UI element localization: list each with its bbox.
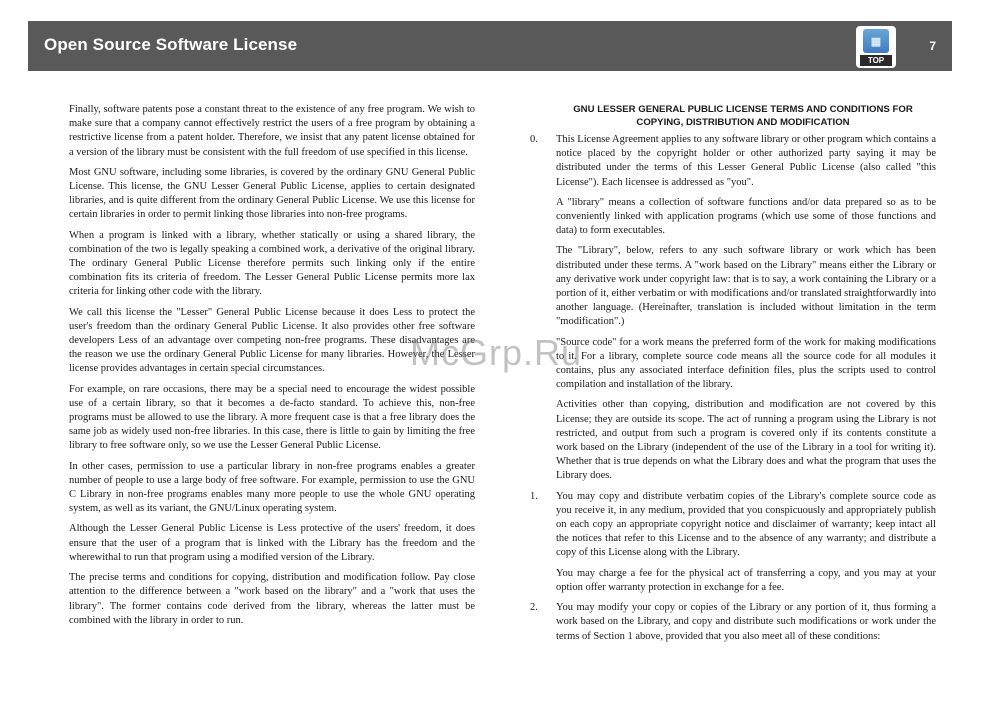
top-button-label: TOP [860, 55, 892, 66]
list-item [530, 601, 936, 644]
page-header [28, 21, 952, 71]
paragraph: Although the Lesser General Public License is Less protective of the users' freedom, it does ensure that the user of a program that is linked with the Library has the freedom and the wherewithal to run that program using a modified version of the Library. [69, 523, 475, 563]
paragraph: You may copy and distribute verbatim copies of the Library's complete source code as you receive it, in any medium, provided that you conspicuously and appropriately publish on each copy an appropriate copyright notice and disclaimer of warranty; keep intact all the notices that refer to this License and to the absence of any warranty; and distribute a copy of this License along with the Library. [556, 490, 936, 559]
paragraph: Activities other than copying, distribution and modification are not covered by this License; they are outside its scope. The act of running a program using the Library is not restricted, and output from such a program is covered only if its contents constitute a work based on the Library (independent of the use of the Library in a tool for writing it). Whether that is true depends on what the Library does and what the program that uses the Library does. [556, 399, 936, 482]
paragraph: For example, on rare occasions, there may be a special need to encourage the widest possible use of a certain library, so that it becomes a de-facto standard. To achieve this, non-free programs must be allowed to use the library. A more frequent case is that a free library does the same job as widely used non-free libraries. In this case, there is little to gain by limiting the free library to free software only, so we use the Lesser General Public License. [69, 383, 475, 452]
paragraph: This License Agreement applies to any software library or other program which contains a notice placed by the copyright holder or other authorized party saying it may be distributed under the terms of this Lesser General Public License (also called "this License"). Each licensee is addressed as "you". [556, 134, 936, 188]
paragraph: You may modify your copy or copies of the Library or any portion of it, thus forming a work based on the Library, and copy and distribute such modifications or work under the terms of Section 1 above, provided that you also meet all of these conditions: [556, 602, 936, 642]
item-number: 1. [530, 490, 538, 502]
paragraph: "Source code" for a work means the preferred form of the work for making modifications to it. For a library, complete source code means all the source code for all modules it contains, plus any associated interface definition files, plus the scripts used to control compilation and installation of the library. [556, 336, 936, 391]
paragraph: Finally, software patents pose a constant threat to the existence of any free program. We wish to make sure that a company cannot effectively restrict the users of a free program by obtaining a restrictive license from a patent holder. Therefore, we insist that any patent license obtained for a version of the library must be consistent with the full freedom of use specified in this license. [69, 104, 475, 158]
watermark: McGrp.Ru [410, 332, 583, 373]
list-item [530, 133, 936, 484]
paragraph: We call this license the "Lesser" General Public License because it does Less to protect the user's freedom than the ordinary General Public License. It also provides other free software developers Less of an advantage over competing non-free programs. These disadvantages are the reason we use the ordinary General Public License for many libraries. However, the Lesser license provides advantages in certain special circumstances. [69, 306, 475, 375]
list-item [530, 490, 936, 595]
paragraph: The precise terms and conditions for copying, distribution and modification follow. Pay close attention to the difference between a "work based on the library" and a "work that uses the library". The former contains code derived from the library, whereas the latter must be combined with the library in order to run. [69, 572, 475, 626]
paragraph: You may charge a fee for the physical act of transferring a copy, and you may at your option offer warranty protection in exchange for a fee. [556, 567, 936, 593]
paragraph: A "library" means a collection of software functions and/or data prepared so as to be conveniently linked with application programs (which use some of those functions and data) to form executables. [556, 196, 936, 237]
page-number: 7 [929, 39, 936, 53]
paragraph: In other cases, permission to use a particular library in non-free programs enables a greater number of people to use a large body of free software. For example, permission to use the GNU C Library in non-free programs enables many more people to use the whole GNU operating system, as well as its variant, the GNU/Linux operating system. [69, 460, 475, 515]
paragraph: Most GNU software, including some libraries, is covered by the ordinary GNU General Public License. This license, the GNU Lesser General Public License, applies to certain designated libraries, and is quite different from the ordinary General Public License. We use this license for certain libraries in order to permit linking those libraries into non-free programs. [69, 166, 475, 221]
book-icon: ▦ [863, 29, 889, 53]
item-number: 0. [530, 134, 538, 145]
paragraph: When a program is linked with a library, whether statically or using a shared library, the combination of the two is legally speaking a combined work, a derivative of the original library. The ordinary General Public License therefore permits such linking only if the entire combination fits its criteria of freedom. The Lesser General Public License permits more lax criteria for linking other code with the library. [69, 229, 475, 298]
page-title: Open Source Software License [44, 35, 298, 54]
paragraph: The "Library", below, refers to any such software library or work which has been distributed under these terms. A "work based on the Library" means either the Library or any derivative work under copyright law: that is to say, a work containing the Library or a portion of it, either verbatim or with modifications and/or translated straightforwardly into another language. (Hereinafter, translation is included without limitation in the term "modification".) [556, 245, 936, 328]
top-button[interactable] [856, 26, 896, 68]
item-number: 2. [530, 602, 538, 614]
section-heading: GNU LESSER GENERAL PUBLIC LICENSE TERMS AND CONDITIONS FOR COPYING, DISTRIBUTION AND MODIFICATION [573, 104, 913, 128]
right-column [530, 103, 936, 650]
